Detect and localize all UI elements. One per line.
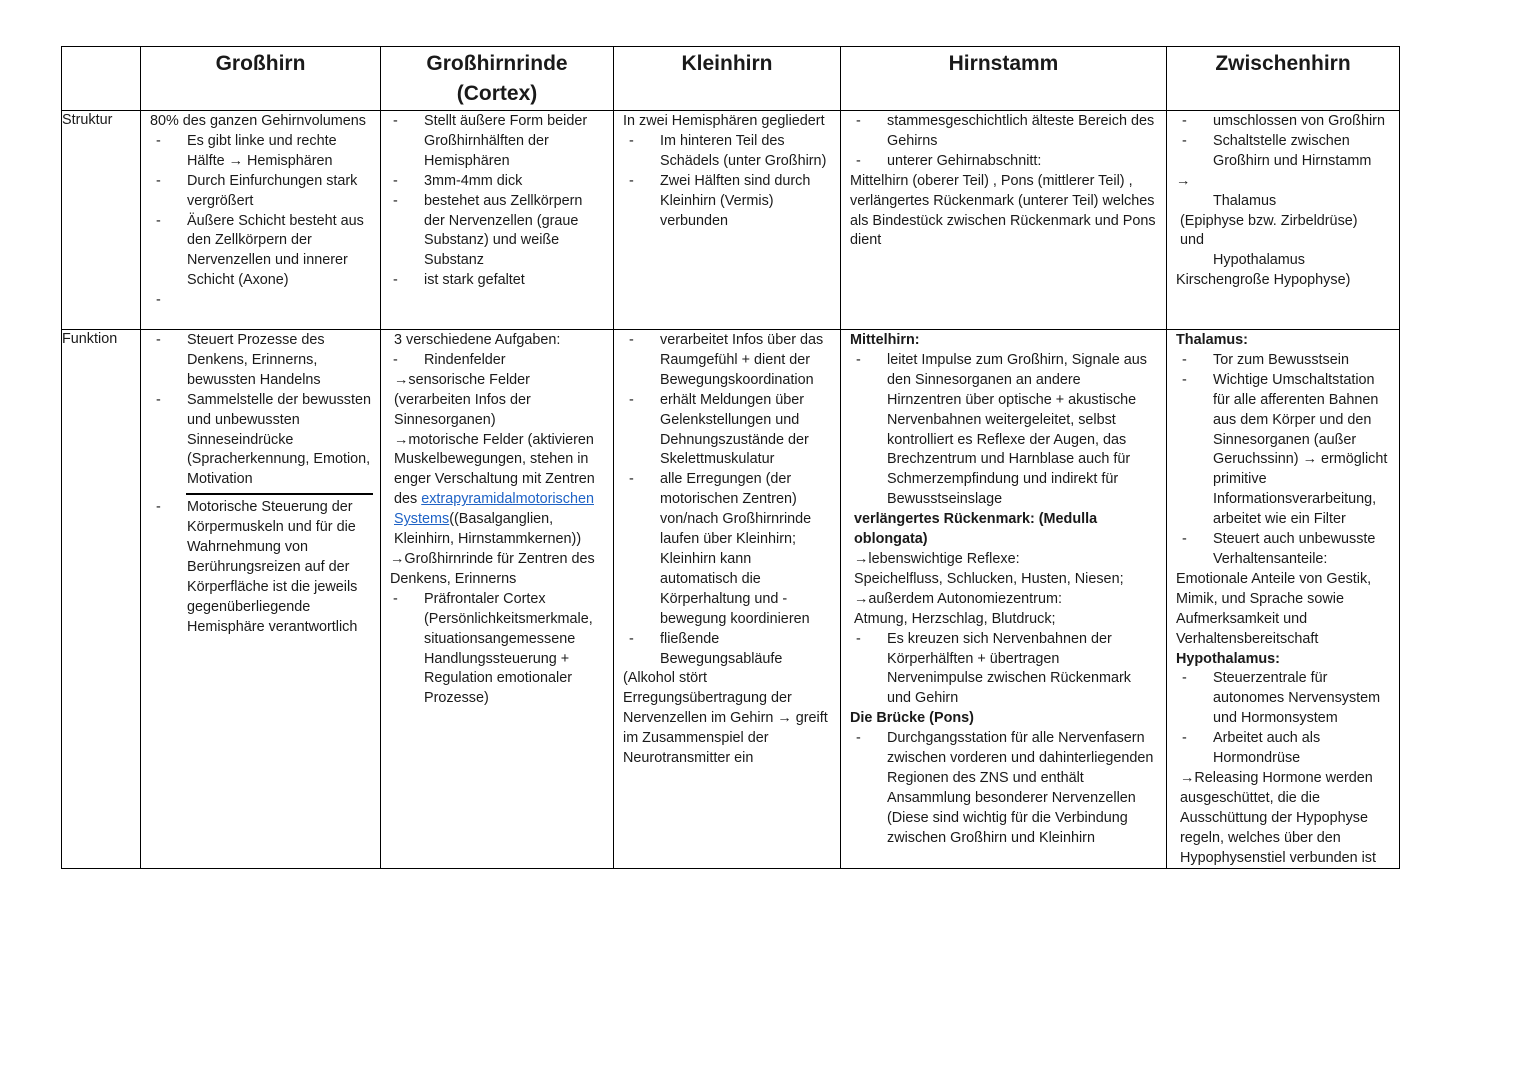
brain-regions-table — [61, 46, 1400, 869]
hirnstamm-struktur-list — [850, 112, 1158, 172]
header-cortex-line1: Großhirnrinde — [426, 52, 568, 75]
list-item: - Tor zum Bewusstsein — [1176, 351, 1391, 371]
list-item: - unterer Gehirnabschnitt: — [850, 152, 1158, 172]
zwischenhirn-struktur-list — [1176, 112, 1391, 172]
hypothalamus-outro: →Releasing Hormone werden ausgeschüttet, die die Ausschüttung der Hypophyse regeln, welches über den Hypophysenstiel verbunden ist — [1180, 769, 1376, 866]
list-item: - Arbeitet auch als Hormondrüse — [1176, 729, 1391, 769]
kleinhirn-struktur-list — [623, 132, 832, 232]
list-item: - erhält Meldungen über Gelenkstellungen und Dehnungszustände der Skelettmuskulatur — [623, 391, 832, 471]
kleinhirn-funktion-cell — [614, 330, 841, 869]
header-zwischenhirn: Zwischenhirn — [1167, 47, 1400, 111]
list-item: - bestehet aus Zellkörpern der Nervenzellen (graue Substanz) und weiße Substanz — [387, 192, 605, 272]
medulla-line-2: Speichelfluss, Schlucken, Husten, Niesen; — [854, 570, 1124, 587]
list-item: - leitet Impulse zum Großhirn, Signale aus den Sinnesorganen an andere Hirnzentren über optische + akustische Nervenbahnen weitergeleitet, selbst kontrolliert es Reflexe der Augen, das Brechzentrum und Harnblase auch für Schmerzempfindung und indirekt für Bewusstseinslage — [850, 351, 1158, 510]
grosshirn-struktur-cell — [141, 111, 381, 330]
zwischenhirn-funktion-cell — [1167, 330, 1400, 869]
hypothalamus-list — [1176, 669, 1391, 769]
cortex-funktion-cell — [381, 330, 614, 869]
list-item: - alle Erregungen (der motorischen Zentren) von/nach Großhirnrinde laufen über Kleinhirn; Kleinhirn kann automatisch die Körperhaltung und -bewegung koordinieren — [623, 470, 832, 629]
row-label-struktur: Struktur — [62, 111, 141, 330]
grosshirn-struktur-list — [150, 132, 372, 291]
mittelhirn-list — [850, 351, 1158, 510]
thalamus-title: Thalamus: — [1176, 332, 1248, 348]
kleinhirn-funktion-outro: (Alkohol stört Erregungsübertragung der Nervenzellen im Gehirn → greift im Zusammenspiel der Neurotransmitter ein — [623, 670, 828, 767]
list-item: - Zwei Hälften sind durch Kleinhirn (Vermis) verbunden — [623, 172, 832, 232]
grosshirn-funktion-list-2 — [150, 498, 372, 637]
grosshirn-struktur-intro: 80% des ganzen Gehirnvolumens — [150, 113, 366, 129]
list-item: - stammesgeschichtlich älteste Bereich des Gehirns — [850, 112, 1158, 152]
list-item: - Motorische Steuerung der Körpermuskeln und für die Wahrnehmung von Berührungsreizen auf der Körperfläche ist die jeweils gegenüberliegende Hemisphäre verantwortlich — [150, 498, 372, 637]
thalamus-outro: Emotionale Anteile von Gestik, Mimik, und Sprache sowie Aufmerksamkeit und Verhaltensbereitschaft — [1176, 570, 1372, 647]
cortex-funktion-intro: 3 verschiedene Aufgaben: — [394, 332, 561, 348]
medulla-line-1: →lebenswichtige Reflexe: — [854, 550, 1020, 567]
zwischenhirn-epiphyse: (Epiphyse bzw. Zirbeldrüse) — [1180, 212, 1358, 229]
header-cortex — [381, 47, 614, 111]
list-item: - Äußere Schicht besteht aus den Zellkörpern der Nervenzellen und innerer Schicht (Axone) — [150, 212, 372, 292]
extrapyramidal-link[interactable]: extrapyramidalmotorischen Systems — [394, 491, 594, 528]
thalamus-list — [1176, 351, 1391, 570]
header-kleinhirn: Kleinhirn — [614, 47, 841, 111]
cortex-after-link: ((Basalganglien, Kleinhirn, Hirnstammkernen)) — [394, 511, 582, 548]
zwischenhirn-struktur-cell — [1167, 111, 1400, 330]
list-item: - 3mm-4mm dick — [387, 172, 605, 192]
cortex-motorische-text: →motorische Felder (aktivieren Muskelbewegungen, stehen in enger Verschaltung mit Zentren des — [394, 431, 595, 508]
kleinhirn-funktion-list — [623, 331, 832, 669]
struktur-row — [62, 111, 1400, 330]
hirnstamm-struktur-cell — [841, 111, 1167, 330]
list-item: - Steuert auch unbewusste Verhaltensanteile: — [1176, 530, 1391, 570]
zwischenhirn-thalamus: Thalamus — [1213, 192, 1277, 209]
list-item: - Es kreuzen sich Nervenbahnen der Körperhälften + übertragen Nervenimpulse zwischen Rückenmark und Gehirn — [850, 630, 1158, 710]
list-item: - Durch Einfurchungen stark vergrößert — [150, 172, 372, 212]
medulla-list — [850, 630, 1158, 710]
grosshirn-funktion-list — [150, 331, 372, 490]
list-item: - Durchgangsstation für alle Nervenfasern zwischen vorderen und dahinterliegenden Regionen des ZNS und enthält Ansammlung besonderer Nervenzellen (Diese sind wichtig für die Verbindung zwischen Großhirn und Kleinhirn — [850, 729, 1158, 848]
cortex-sensorische-felder: →sensorische Felder (verarbeiten Infos der Sinnesorganen) — [394, 371, 531, 428]
list-item: - Steuert Prozesse des Denkens, Erinnerns, bewussten Handelns — [150, 331, 372, 391]
list-item: - fließende Bewegungsabläufe — [623, 630, 832, 670]
list-item: - Es gibt linke und rechte Hälfte → Hemisphären — [150, 132, 372, 172]
header-row — [62, 47, 1400, 111]
medulla-line-4: Atmung, Herzschlag, Blutdruck; — [854, 610, 1056, 627]
list-item: - Schaltstelle zwischen Großhirn und Hirnstamm — [1176, 132, 1391, 172]
list-item: - Im hinteren Teil des Schädels (unter Großhirn) — [623, 132, 832, 172]
cortex-grosshirnrinde: →Großhirnrinde für Zentren des Denkens, Erinnerns — [390, 550, 595, 587]
list-item: - Wichtige Umschaltstation für alle afferenten Bahnen aus dem Körper und den Sinnesorganen (außer Geruchssinn) → ermöglicht primitive Informationsverarbeitung, arbeitet wie ein Filter — [1176, 371, 1391, 530]
cortex-struktur-list — [387, 112, 605, 291]
cortex-funktion-list-2 — [387, 590, 605, 709]
header-hirnstamm: Hirnstamm — [841, 47, 1167, 111]
zwischenhirn-und: und — [1180, 232, 1205, 249]
zwischenhirn-hypothalamus: Hypothalamus — [1213, 252, 1305, 269]
cortex-motorische-felder — [394, 431, 605, 550]
divider-line — [186, 493, 373, 495]
list-item: - ist stark gefaltet — [387, 271, 605, 291]
kleinhirn-struktur-cell — [614, 111, 841, 330]
cortex-struktur-cell — [381, 111, 614, 330]
cortex-funktion-list-1 — [387, 351, 605, 371]
hypothalamus-title: Hypothalamus: — [1176, 650, 1280, 667]
list-item: - Stellt äußere Form beider Großhirnhälften der Hemisphären — [387, 112, 605, 172]
hirnstamm-funktion-cell — [841, 330, 1167, 869]
list-item: - verarbeitet Infos über das Raumgefühl + dient der Bewegungskoordination — [623, 331, 832, 391]
list-item: - umschlossen von Großhirn — [1176, 112, 1391, 132]
funktion-row — [62, 330, 1400, 869]
list-item: - Präfrontaler Cortex (Persönlichkeitsmerkmale, situationsangemessene Handlungssteuerung + Regulation emotionaler Prozesse) — [387, 590, 605, 709]
header-grosshirn: Großhirn — [141, 47, 381, 111]
medulla-title: verlängertes Rückenmark: (Medulla oblongata) — [854, 511, 1098, 548]
header-empty — [62, 47, 141, 111]
grosshirn-funktion-cell — [141, 330, 381, 869]
list-item: - Sammelstelle der bewussten und unbewussten Sinneseindrücke (Spracherkennung, Emotion, Motivation — [150, 391, 372, 491]
list-item: - Steuerzentrale für autonomes Nervensystem und Hormonsystem — [1176, 669, 1391, 729]
pons-list — [850, 729, 1158, 848]
hirnstamm-struktur-outro: Mittelhirn (oberer Teil) , Pons (mittlerer Teil) , verlängertes Rückenmark (unterer Teil) welches als Bindestück zwischen Rückenmark und Pons dient — [850, 172, 1156, 249]
list-item: - Rindenfelder — [387, 351, 605, 371]
medulla-line-3: →außerdem Autonomiezentrum: — [854, 590, 1062, 607]
zwischenhirn-arrow: → — [1176, 172, 1191, 189]
mittelhirn-title: Mittelhirn: — [850, 332, 920, 348]
row-label-funktion: Funktion — [62, 330, 141, 869]
kleinhirn-struktur-intro: In zwei Hemisphären gegliedert — [623, 113, 825, 129]
pons-title: Die Brücke (Pons) — [850, 710, 974, 727]
header-cortex-line2: (Cortex) — [456, 82, 538, 105]
zwischenhirn-hypophyse: Kirschengroße Hypophyse) — [1176, 272, 1351, 289]
